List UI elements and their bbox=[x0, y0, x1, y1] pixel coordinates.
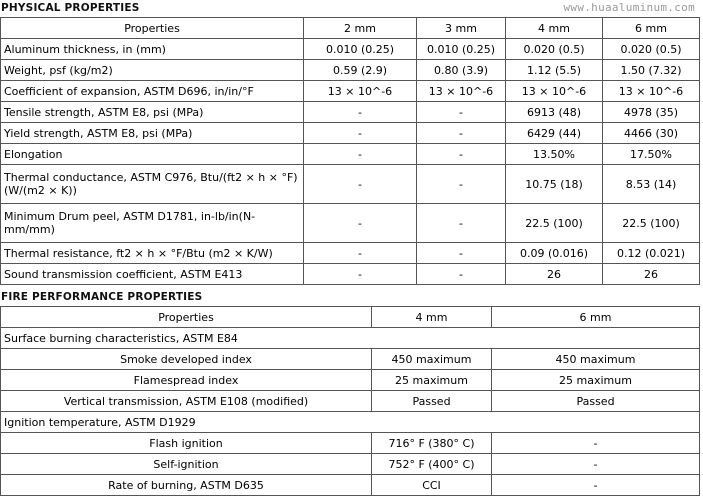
table-cell: Passed bbox=[492, 391, 700, 412]
table-cell: 0.010 (0.25) bbox=[304, 39, 417, 60]
property-name: Yield strength, ASTM E8, psi (MPa) bbox=[1, 123, 304, 144]
table-cell: 0.12 (0.021) bbox=[603, 243, 700, 264]
section-row bbox=[1, 328, 700, 349]
watermark: www.huaaluminum.com bbox=[563, 1, 695, 14]
table-cell: 17.50% bbox=[603, 144, 700, 165]
column-header: 4 mm bbox=[372, 307, 492, 328]
table-cell: - bbox=[417, 243, 506, 264]
table-row bbox=[1, 349, 700, 370]
column-header: Properties bbox=[1, 307, 372, 328]
table-row bbox=[1, 165, 700, 204]
property-name: Self-ignition bbox=[1, 454, 372, 475]
table-cell: 0.020 (0.5) bbox=[603, 39, 700, 60]
table-cell: 13 × 10^-6 bbox=[506, 81, 603, 102]
property-name: Sound transmission coefficient, ASTM E413 bbox=[1, 264, 304, 285]
table-cell: 6429 (44) bbox=[506, 123, 603, 144]
table-cell: - bbox=[492, 475, 700, 496]
table-cell: - bbox=[304, 123, 417, 144]
property-name: Thermal resistance, ft2 × h × °F/Btu (m2 × K/W) bbox=[1, 243, 304, 264]
table-cell: - bbox=[304, 264, 417, 285]
property-name: Flash ignition bbox=[1, 433, 372, 454]
table-header-row bbox=[1, 307, 700, 328]
table-row bbox=[1, 60, 700, 81]
column-header: 6 mm bbox=[492, 307, 700, 328]
table-cell: - bbox=[492, 454, 700, 475]
table-cell: 13.50% bbox=[506, 144, 603, 165]
table-cell: CCI bbox=[372, 475, 492, 496]
table-cell: 752° F (400° C) bbox=[372, 454, 492, 475]
table-cell: 13 × 10^-6 bbox=[417, 81, 506, 102]
property-name: Tensile strength, ASTM E8, psi (MPa) bbox=[1, 102, 304, 123]
column-header: 3 mm bbox=[417, 18, 506, 39]
table-row bbox=[1, 370, 700, 391]
property-name: Aluminum thickness, in (mm) bbox=[1, 39, 304, 60]
table-row bbox=[1, 81, 700, 102]
property-name: Vertical transmission, ASTM E108 (modified) bbox=[1, 391, 372, 412]
table-cell: 0.010 (0.25) bbox=[417, 39, 506, 60]
table-row bbox=[1, 454, 700, 475]
column-header: 2 mm bbox=[304, 18, 417, 39]
column-header: 6 mm bbox=[603, 18, 700, 39]
table-cell: 10.75 (18) bbox=[506, 165, 603, 204]
table-cell: 1.12 (5.5) bbox=[506, 60, 603, 81]
property-name: Elongation bbox=[1, 144, 304, 165]
fire-performance-title: FIRE PERFORMANCE PROPERTIES bbox=[1, 291, 203, 303]
property-name: Flamespread index bbox=[1, 370, 372, 391]
fire-performance-table bbox=[0, 306, 700, 496]
table-cell: 716° F (380° C) bbox=[372, 433, 492, 454]
table-cell: 4978 (35) bbox=[603, 102, 700, 123]
table-cell: - bbox=[417, 204, 506, 243]
table-cell: - bbox=[304, 165, 417, 204]
table-cell: - bbox=[417, 264, 506, 285]
section-label: Ignition temperature, ASTM D1929 bbox=[1, 412, 700, 433]
table-cell: - bbox=[304, 102, 417, 123]
physical-properties-table bbox=[0, 17, 700, 285]
table-cell: - bbox=[417, 123, 506, 144]
table-cell: 0.80 (3.9) bbox=[417, 60, 506, 81]
table-cell: - bbox=[417, 144, 506, 165]
table-cell: 13 × 10^-6 bbox=[304, 81, 417, 102]
table-row bbox=[1, 391, 700, 412]
table-header-row bbox=[1, 18, 700, 39]
property-name: Smoke developed index bbox=[1, 349, 372, 370]
table-cell: 8.53 (14) bbox=[603, 165, 700, 204]
section-row bbox=[1, 412, 700, 433]
table-cell: 0.09 (0.016) bbox=[506, 243, 603, 264]
table-cell: 450 maximum bbox=[492, 349, 700, 370]
table-row bbox=[1, 144, 700, 165]
table-cell: - bbox=[304, 243, 417, 264]
physical-properties-title: PHYSICAL PROPERTIES bbox=[1, 2, 140, 14]
table-row bbox=[1, 39, 700, 60]
table-cell: 4466 (30) bbox=[603, 123, 700, 144]
table-cell: - bbox=[492, 433, 700, 454]
table-cell: 25 maximum bbox=[372, 370, 492, 391]
table-row bbox=[1, 475, 700, 496]
table-cell: - bbox=[304, 144, 417, 165]
table-cell: 22.5 (100) bbox=[506, 204, 603, 243]
table-cell: 6913 (48) bbox=[506, 102, 603, 123]
table-cell: 22.5 (100) bbox=[603, 204, 700, 243]
table-cell: - bbox=[417, 165, 506, 204]
table-cell: 0.59 (2.9) bbox=[304, 60, 417, 81]
section-label: Surface burning characteristics, ASTM E84 bbox=[1, 328, 700, 349]
table-cell: 26 bbox=[603, 264, 700, 285]
table-cell: 25 maximum bbox=[492, 370, 700, 391]
property-name: Rate of burning, ASTM D635 bbox=[1, 475, 372, 496]
table-cell: 26 bbox=[506, 264, 603, 285]
table-row bbox=[1, 204, 700, 243]
property-name: Coefficient of expansion, ASTM D696, in/in/°F bbox=[1, 81, 304, 102]
table-row bbox=[1, 123, 700, 144]
table-cell: 1.50 (7.32) bbox=[603, 60, 700, 81]
table-row bbox=[1, 243, 700, 264]
table-cell: 0.020 (0.5) bbox=[506, 39, 603, 60]
property-name: Weight, psf (kg/m2) bbox=[1, 60, 304, 81]
table-cell: 13 × 10^-6 bbox=[603, 81, 700, 102]
table-row bbox=[1, 433, 700, 454]
column-header: 4 mm bbox=[506, 18, 603, 39]
property-name: Minimum Drum peel, ASTM D1781, in-lb/in(N-mm/mm) bbox=[1, 204, 304, 243]
table-row bbox=[1, 102, 700, 123]
table-cell: 450 maximum bbox=[372, 349, 492, 370]
table-cell: Passed bbox=[372, 391, 492, 412]
table-row bbox=[1, 264, 700, 285]
table-cell: - bbox=[304, 204, 417, 243]
property-name: Thermal conductance, ASTM C976, Btu/(ft2 × h × °F) (W/(m2 × K)) bbox=[1, 165, 304, 204]
column-header: Properties bbox=[1, 18, 304, 39]
table-cell: - bbox=[417, 102, 506, 123]
